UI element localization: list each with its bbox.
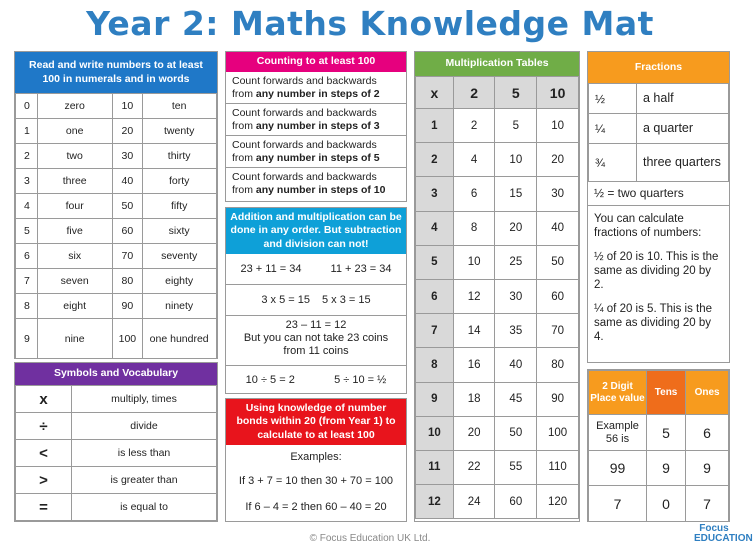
- focus-logo: Focus EDUCATION: [694, 523, 753, 544]
- addition-example-swapped: 11 + 23 = 34: [330, 263, 392, 275]
- tens-numeral-cell: 10: [113, 94, 143, 119]
- multiplication-column-header: x: [416, 77, 454, 109]
- tens-header: Tens: [647, 371, 686, 415]
- multiplier-cell: 11: [416, 450, 454, 484]
- product-cell: 40: [537, 211, 579, 245]
- tens-word-cell: eighty: [143, 269, 217, 294]
- multiplier-cell: 6: [416, 279, 454, 313]
- read-write-panel: [14, 51, 218, 359]
- product-cell: 60: [495, 485, 537, 519]
- place-value-number: 7: [589, 486, 647, 522]
- multiplication-row: [416, 348, 579, 382]
- fraction-row: [589, 114, 729, 144]
- product-cell: 70: [537, 314, 579, 348]
- read-write-header: Read and write numbers to at least 100 in numerals and in words: [15, 52, 217, 93]
- multiplication-column-header: 2: [453, 77, 495, 109]
- numeral-cell: 9: [16, 319, 38, 359]
- tens-numeral-cell: 40: [113, 169, 143, 194]
- multiplication-row: [416, 485, 579, 519]
- symbol-row: [16, 494, 217, 521]
- fractions-quarter-example: ¼ of 20 is 5. This is the same as dividing 20 by 4.: [594, 303, 713, 343]
- multiplication-column-header: 10: [537, 77, 579, 109]
- fractions-calc-text: You can calculate fractions of numbers:: [594, 213, 702, 239]
- counting-row: [226, 136, 406, 168]
- place-value-header: 2 Digit Place value: [589, 371, 647, 415]
- place-value-example: [589, 415, 647, 451]
- product-cell: 60: [537, 279, 579, 313]
- multiplier-cell: 5: [416, 245, 454, 279]
- counting-panel: [225, 51, 407, 202]
- multiplication-table: [415, 76, 579, 519]
- multiplier-cell: 10: [416, 416, 454, 450]
- subtraction-note: But you can not take 23 coins from 11 coins: [243, 332, 389, 357]
- vocabulary-cell: divide: [72, 413, 217, 440]
- tens-numeral-cell: 20: [113, 119, 143, 144]
- multiplier-cell: 7: [416, 314, 454, 348]
- vocabulary-cell: multiply, times: [72, 386, 217, 413]
- multiplier-cell: 12: [416, 485, 454, 519]
- word-cell: five: [37, 219, 113, 244]
- fractions-table: [588, 83, 729, 182]
- product-cell: 30: [495, 279, 537, 313]
- counting-text: Count forwards and backwards from: [232, 75, 377, 100]
- fractions-header: Fractions: [588, 52, 729, 83]
- number-bonds-header: Using knowledge of number bonds within 20 (from Year 1) to calculate to at least 100: [226, 399, 406, 445]
- tens-word-cell: twenty: [143, 119, 217, 144]
- product-cell: 18: [453, 382, 495, 416]
- multiplication-row: [416, 450, 579, 484]
- ones-cell: 6: [686, 415, 729, 451]
- example-value: 56 is: [605, 432, 630, 445]
- number-row: [16, 269, 217, 294]
- multiplication-row: [416, 382, 579, 416]
- numeral-cell: 3: [16, 169, 38, 194]
- symbol-cell: =: [16, 494, 72, 521]
- ones-header: Ones: [686, 371, 729, 415]
- fraction-word: a half: [637, 84, 729, 114]
- multiplication-column-header: 5: [495, 77, 537, 109]
- bonds-example-2: If 6 – 4 = 2 then 60 – 40 = 20: [245, 501, 387, 513]
- place-value-panel: [587, 369, 730, 522]
- symbols-table: [15, 385, 217, 521]
- product-cell: 15: [495, 177, 537, 211]
- fraction-row: [589, 144, 729, 182]
- vocabulary-cell: is less than: [72, 440, 217, 467]
- place-value-number: 99: [589, 451, 647, 486]
- multiplication-row: [416, 314, 579, 348]
- copyright-footer: © Focus Education UK Ltd.: [309, 533, 431, 544]
- symbol-row: [16, 467, 217, 494]
- tens-word-cell: ten: [143, 94, 217, 119]
- addition-panel: [225, 207, 407, 394]
- multiplier-cell: 2: [416, 143, 454, 177]
- product-cell: 12: [453, 279, 495, 313]
- symbol-cell: >: [16, 467, 72, 494]
- product-cell: 90: [537, 382, 579, 416]
- multiplier-cell: 8: [416, 348, 454, 382]
- counting-text: Count forwards and backwards from: [232, 139, 377, 164]
- numeral-cell: 0: [16, 94, 38, 119]
- number-bonds-panel: [225, 398, 407, 522]
- number-row: [16, 94, 217, 119]
- product-cell: 55: [495, 450, 537, 484]
- word-cell: two: [37, 144, 113, 169]
- fractions-half-example: ½ of 20 is 10. This is the same as dividing 20 by 2.: [594, 251, 719, 291]
- multiplication-row: [416, 211, 579, 245]
- tens-numeral-cell: 90: [113, 294, 143, 319]
- tens-numeral-cell: 70: [113, 244, 143, 269]
- division-example: 10 ÷ 5 = 2: [245, 374, 295, 386]
- place-value-table: [588, 370, 729, 522]
- division-row: [226, 366, 406, 394]
- number-row: [16, 119, 217, 144]
- product-cell: 4: [453, 143, 495, 177]
- addition-header: Addition and multiplication can be done in any order. But subtraction and division can not!: [226, 208, 406, 254]
- product-cell: 30: [537, 177, 579, 211]
- counting-row: [226, 72, 406, 104]
- number-row: [16, 194, 217, 219]
- product-cell: 24: [453, 485, 495, 519]
- multiplication-tables-header: Multiplication Tables: [415, 52, 579, 76]
- word-cell: seven: [37, 269, 113, 294]
- tens-cell: 0: [647, 486, 686, 522]
- symbol-cell: <: [16, 440, 72, 467]
- symbol-cell: ÷: [16, 413, 72, 440]
- tens-numeral-cell: 100: [113, 319, 143, 359]
- fraction-word: three quarters: [637, 144, 729, 182]
- examples-label: Examples:: [290, 451, 342, 463]
- multiplication-example-swapped: 5 x 3 = 15: [322, 294, 371, 306]
- tens-numeral-cell: 60: [113, 219, 143, 244]
- vocabulary-cell: is equal to: [72, 494, 217, 521]
- product-cell: 120: [537, 485, 579, 519]
- product-cell: 16: [453, 348, 495, 382]
- multiplication-header-row: [416, 77, 579, 109]
- word-cell: nine: [37, 319, 113, 359]
- symbols-header: Symbols and Vocabulary: [15, 363, 217, 385]
- vocabulary-cell: is greater than: [72, 467, 217, 494]
- numeral-cell: 4: [16, 194, 38, 219]
- numeral-cell: 5: [16, 219, 38, 244]
- subtraction-example: 23 – 11 = 12: [285, 319, 347, 331]
- ones-cell: 9: [686, 451, 729, 486]
- symbol-row: [16, 440, 217, 467]
- multiplication-row: [416, 279, 579, 313]
- addition-row-1: [226, 254, 406, 285]
- multiplier-cell: 9: [416, 382, 454, 416]
- number-row: [16, 244, 217, 269]
- product-cell: 20: [537, 143, 579, 177]
- symbol-row: [16, 413, 217, 440]
- product-cell: 50: [537, 245, 579, 279]
- counting-steps: any number in steps of 5: [255, 152, 380, 164]
- word-cell: one: [37, 119, 113, 144]
- fraction-symbol: ¾: [589, 144, 637, 182]
- addition-example: 23 + 11 = 34: [240, 263, 302, 275]
- fractions-panel: [587, 51, 730, 363]
- product-cell: 25: [495, 245, 537, 279]
- multiplication-tables-panel: [414, 51, 580, 522]
- fraction-symbol: ½: [589, 84, 637, 114]
- symbol-cell: x: [16, 386, 72, 413]
- number-row: [16, 294, 217, 319]
- number-row: [16, 169, 217, 194]
- fraction-row: [589, 84, 729, 114]
- tens-word-cell: sixty: [143, 219, 217, 244]
- product-cell: 50: [495, 416, 537, 450]
- counting-steps: any number in steps of 2: [255, 88, 380, 100]
- counting-header: Counting to at least 100: [226, 52, 406, 72]
- numbers-words-table: [15, 93, 217, 359]
- tens-word-cell: forty: [143, 169, 217, 194]
- multiplication-row: [226, 285, 406, 316]
- tens-word-cell: fifty: [143, 194, 217, 219]
- tens-word-cell: ninety: [143, 294, 217, 319]
- product-cell: 8: [453, 211, 495, 245]
- tens-word-cell: thirty: [143, 144, 217, 169]
- division-example-swapped: 5 ÷ 10 = ½: [334, 374, 387, 386]
- fraction-word: a quarter: [637, 114, 729, 144]
- fraction-symbol: ¼: [589, 114, 637, 144]
- multiplication-example: 3 x 5 = 15: [261, 294, 310, 306]
- multiplier-cell: 3: [416, 177, 454, 211]
- numeral-cell: 1: [16, 119, 38, 144]
- word-cell: zero: [37, 94, 113, 119]
- number-row: [16, 319, 217, 359]
- bonds-example-1: If 3 + 7 = 10 then 30 + 70 = 100: [238, 475, 394, 487]
- counting-text: Count forwards and backwards from: [232, 107, 377, 132]
- example-label: Example: [596, 419, 639, 432]
- number-row: [16, 144, 217, 169]
- numeral-cell: 7: [16, 269, 38, 294]
- counting-text: Count forwards and backwards from: [232, 171, 377, 196]
- product-cell: 14: [453, 314, 495, 348]
- multiplication-row: [416, 143, 579, 177]
- word-cell: eight: [37, 294, 113, 319]
- counting-steps: any number in steps of 10: [255, 184, 386, 196]
- product-cell: 10: [495, 143, 537, 177]
- tens-numeral-cell: 80: [113, 269, 143, 294]
- tens-word-cell: one hundred: [143, 319, 217, 359]
- symbol-row: [16, 386, 217, 413]
- counting-steps: any number in steps of 3: [255, 120, 380, 132]
- counting-row: [226, 104, 406, 136]
- multiplication-row: [416, 416, 579, 450]
- tens-numeral-cell: 30: [113, 144, 143, 169]
- multiplication-row: [416, 245, 579, 279]
- numeral-cell: 2: [16, 144, 38, 169]
- word-cell: three: [37, 169, 113, 194]
- symbols-panel: [14, 362, 218, 522]
- product-cell: 40: [495, 348, 537, 382]
- numeral-cell: 6: [16, 244, 38, 269]
- product-cell: 22: [453, 450, 495, 484]
- product-cell: 110: [537, 450, 579, 484]
- product-cell: 80: [537, 348, 579, 382]
- multiplication-row: [416, 177, 579, 211]
- page-title: Year 2: Maths Knowledge Mat: [86, 4, 654, 43]
- multiplier-cell: 1: [416, 109, 454, 143]
- product-cell: 10: [537, 109, 579, 143]
- product-cell: 10: [453, 245, 495, 279]
- word-cell: six: [37, 244, 113, 269]
- multiplier-cell: 4: [416, 211, 454, 245]
- tens-cell: 5: [647, 415, 686, 451]
- product-cell: 20: [453, 416, 495, 450]
- product-cell: 35: [495, 314, 537, 348]
- fractions-equivalence: ½ = two quarters: [588, 182, 729, 206]
- multiplication-row: [416, 109, 579, 143]
- counting-row: [226, 168, 406, 200]
- product-cell: 6: [453, 177, 495, 211]
- tens-cell: 9: [647, 451, 686, 486]
- word-cell: four: [37, 194, 113, 219]
- product-cell: 100: [537, 416, 579, 450]
- ones-cell: 7: [686, 486, 729, 522]
- tens-word-cell: seventy: [143, 244, 217, 269]
- product-cell: 45: [495, 382, 537, 416]
- product-cell: 5: [495, 109, 537, 143]
- number-row: [16, 219, 217, 244]
- subtraction-row: [226, 316, 406, 366]
- tens-numeral-cell: 50: [113, 194, 143, 219]
- numeral-cell: 8: [16, 294, 38, 319]
- product-cell: 20: [495, 211, 537, 245]
- product-cell: 2: [453, 109, 495, 143]
